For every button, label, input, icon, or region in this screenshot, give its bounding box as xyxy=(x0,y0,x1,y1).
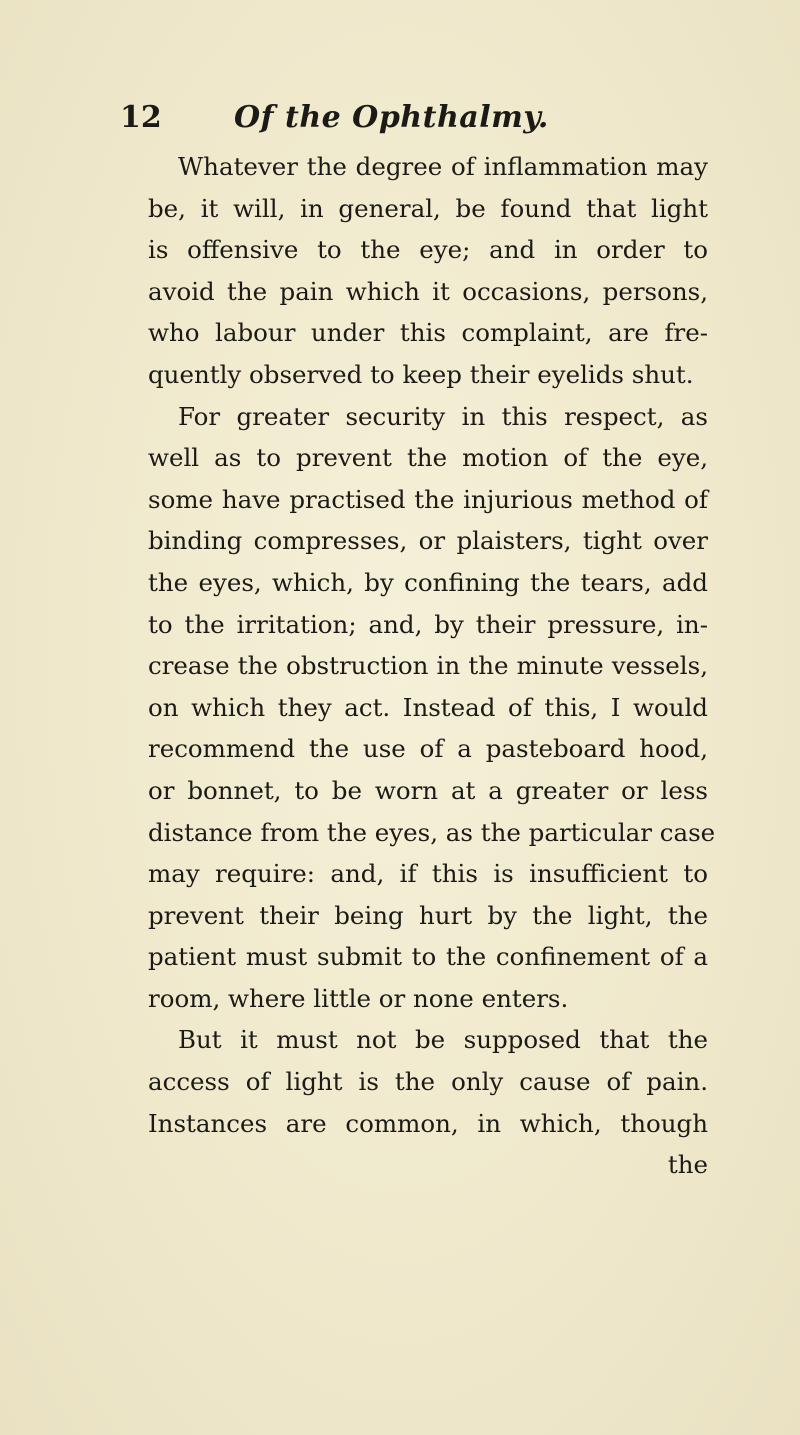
catchword: the xyxy=(667,1150,708,1180)
text-line: room, where little or none enters. xyxy=(148,983,569,1013)
text-line: binding compresses, or plaisters, tight over xyxy=(148,526,708,556)
text-line: avoid the pain which it occasions, persons, xyxy=(148,276,708,306)
text-line: well as to prevent the motion of the eye, xyxy=(148,443,708,473)
text-line: access of light is the only cause of pain. xyxy=(148,1067,708,1097)
text-line: Instances are common, in which, though xyxy=(148,1108,708,1138)
text-line: prevent their being hurt by the light, the xyxy=(148,900,708,930)
body-text xyxy=(148,146,716,1186)
page-number: 12 xyxy=(120,100,162,135)
text-line: Whatever the degree of inflammation may xyxy=(178,152,708,181)
text-line: is offensive to the eye; and in order to xyxy=(148,235,708,265)
text-line: who labour under this complaint, are fre- xyxy=(148,318,708,348)
text-line: But it must not be supposed that the xyxy=(178,1025,708,1055)
text-line: quently observed to keep their eyelids shut. xyxy=(148,359,694,389)
text-line: some have practised the injurious method of xyxy=(148,484,708,514)
text-line: may require: and, if this is insufficient to xyxy=(148,859,708,889)
text-line: to the irritation; and, by their pressure, in- xyxy=(148,609,708,639)
text-line: patient must submit to the confinement of a xyxy=(148,942,708,972)
text-line: For greater security in this respect, as xyxy=(178,401,708,431)
text-line: crease the obstruction in the minute vessels, xyxy=(148,651,708,681)
page-header xyxy=(120,98,720,138)
text-line: the eyes, which, by confining the tears, add xyxy=(148,567,708,597)
text-line: distance from the eyes, as the particular case xyxy=(148,817,716,847)
text-line: recommend the use of a pasteboard hood, xyxy=(148,734,708,764)
running-title: Of the Ophthalmy. xyxy=(234,100,549,135)
text-line: or bonnet, to be worn at a greater or less xyxy=(148,775,708,805)
text-line: on which they act. Instead of this, I would xyxy=(148,692,708,722)
text-line: be, it will, in general, be found that light xyxy=(148,193,708,223)
